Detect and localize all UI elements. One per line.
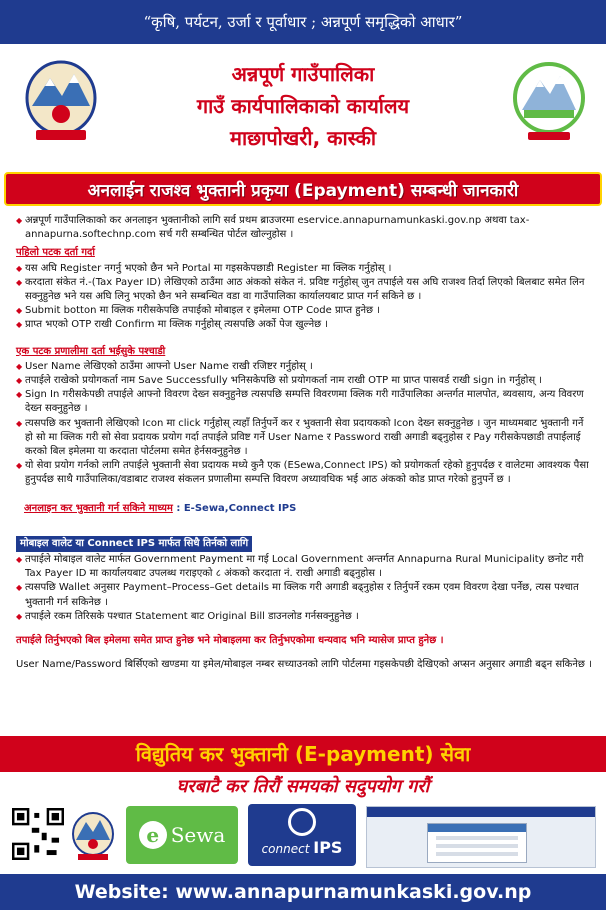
list-item: ◆ तपाईले मोबाइल वालेट मार्फत Government Payment मा गई Local Government अन्तर्गत Annapurna Rural Municipality छनोट गरी Tax Payer ID मा कार्यालयबाट उपलब्ध गराइएको ८ अंकको करदाता नं. राखी अगाडी बढ्नुहोस । <box>16 553 592 581</box>
list-item: ◆ त्यसपछि Wallet अनुसार Payment–Process–Get details मा क्लिक गरी अगाडी बढ्नुहोस र तिर्नुपर्ने रकम एवम विवरण देखा पर्नेछ, त्यस पश्चात भुक्तानी गर्न सकिनेछ । <box>16 581 592 609</box>
slogan-banner: घरबाटै कर तिरौं समयको सदुपयोग गरौं <box>0 772 606 802</box>
esewa-logo <box>126 806 238 864</box>
closing-text: User Name/Password बिर्सिएको खण्डमा या इमेल/मोबाइल नम्बर सच्याउनको लागि पोर्टलमा गइसकेपछी देखिएको अप्सन अनुसार अगाडी बढ्न सकिनेछ । <box>16 659 592 671</box>
office-heading <box>110 58 496 154</box>
page-title: अनलाईन राजश्व भुक्तानी प्रकृया (Epayment) सम्बन्धी जानकारी <box>4 172 602 206</box>
connect-ips-small: connect <box>261 842 310 856</box>
login-box-thumbnail <box>427 823 527 863</box>
municipality-small-emblem-icon <box>70 810 116 862</box>
municipality-name: अन्नपूर्ण गाउँपालिका <box>231 62 375 86</box>
section-heading-after-registration: एक पटक प्रणालीमा दर्ता भईसुके पश्चाडी <box>16 345 166 357</box>
esewa-letter: e <box>139 821 167 849</box>
office-location: माछापोखरी, कास्की <box>229 126 377 150</box>
municipality-emblem-icon <box>22 56 100 146</box>
payment-methods-value: : E-Sewa,Connect IPS <box>172 502 297 514</box>
list-item: ◆ User Name लेखिएको ठाउँमा आफ्नो User Name राखी रजिष्टर गर्नुहोस् । <box>16 360 592 374</box>
portal-screenshot <box>366 806 596 868</box>
office-name: गाउँ कार्यपालिकाको कार्यालय <box>196 94 410 118</box>
list-item: ◆ प्राप्त भएको OTP राखी Confirm मा क्लिक गर्नुहोस् त्यसपछि अर्को पेज खुल्नेछ । <box>16 318 592 332</box>
intro-text: ◆ अन्नपूर्ण गाउँपालिकाको कर अनलाइन भुक्तानीको लागि सर्व प्रथम ब्राउजरमा eservice.annapurnamunkaski.gov.np अथवा tax-annapurna.softechnp.com सर्च गरी सम्बन्धित पोर्टल खोल्नुहोस । <box>16 214 592 242</box>
list-item: ◆ Sign In गरीसकेपछी तपाईले आफ्नो विवरण देख्न सक्नुहुनेछ त्यसपछि सम्पत्ति विवरणमा क्लिक गरी गाउँपालिका अन्तर्गत मालपोत, ब्यवसाय, अन्य विवरण देख्न सक्नुहुनेछ । <box>16 388 592 416</box>
qr-code-icon <box>12 808 64 860</box>
main-content <box>16 214 592 672</box>
esewa-label: Sewa <box>170 823 226 847</box>
motto-bar: “कृषि, पर्यटन, उर्जा र पूर्वाधार ; अन्नपूर्ण समृद्धिको आधार” <box>0 0 606 44</box>
connect-ips-logo <box>248 804 356 866</box>
list-item: ◆ त्यसपछि कर भुक्तानी लेखिएको Icon मा click गर्नुहोस् त्यहाँ तिर्नुपर्ने कर र भुक्तानी सेवा प्रदायकको Icon देख्न सक्नुहुनेछ । जुन माध्यमबाट भुक्तानी गर्ने हो सो मा क्लिक गरी सो सेवा प्रदायक प्रयोग गर्दा तपाईले प्रविष्ट गर्ने User Name र Password राखी अगाडी बढ्नुहोस र Pay गरीसकेपछाडी तपाईलाई करको बिल इमेलमा या करदाता पोर्टलमा समेत हेर्नसक्नुहुनेछ । <box>16 417 592 460</box>
notice-text: तपाईले तिर्नुभएको बिल इमेलमा समेत प्राप्त हुनेछ भने मोबाइलमा कर तिर्नुभएकोमा धन्यवाद भनि म्यासेज प्राप्त हुनेछ । <box>16 635 444 647</box>
footer-images <box>0 802 606 874</box>
section-heading-wallet: मोबाइल वालेट या Connect IPS मार्फत सिधै तिर्नको लागि <box>16 536 252 552</box>
connect-ips-big: IPS <box>313 838 343 857</box>
list-item: ◆ तपाईले राखेको प्रयोगकर्ता नाम Save Successfully भनिसकेपछि सो प्रयोगकर्ता नाम राखी OTP मा प्राप्त पासवर्ड राखी sign in गर्नुहोस् । <box>16 374 592 388</box>
section-heading-first-registration: पहिलो पटक दर्ता गर्दा <box>16 247 95 259</box>
header <box>0 44 606 166</box>
website-footer: Website: www.annapurnamunkaski.gov.np <box>0 874 606 910</box>
list-item: ◆ Submit botton मा क्लिक गरीसकेपछि तपाईको मोबाइल र इमेलमा OTP Code प्राप्त हुनेछ । <box>16 304 592 318</box>
list-item: ◆ करदाता संकेत नं.-(Tax Payer ID) लेखिएको ठाउँमा आठ अंकको संकेत नं. प्रविष्ट गर्नुहोस् जुन तपाईले यस अघि राजश्व तिर्दा लिएको बिलबाट समेत लिन सक्नुहुनेछ भने यस अघि लिनु भएको छैन भने सम्बन्धित वडा वा गाउँपालिका कार्यालयबाट प्राप्त गर्न सकिने छ । <box>16 276 592 304</box>
annapurna-logo-icon <box>510 56 588 146</box>
connect-ips-ring-icon <box>288 808 316 836</box>
list-item: ◆ यो सेवा प्रयोग गर्नको लागि तपाईले भुक्तानी सेवा प्रदायक मध्ये कुनै एक (ESewa,Connect IPS) को प्रयोगकर्ता रहेको हुनुपर्दछ र वालेटमा आवश्यक पैसा हुनुपर्दछ साथै गाउँपालिका/वडाबाट राजश्व संकलन प्रणालीमा सम्पत्ति विवरण अध्यावधिक भई आठ अंकको कोड प्राप्त गरेको हुनुपर्ने छ । <box>16 459 592 487</box>
list-item: ◆ यस अघि Register नगर्नु भएको छैन भने Portal मा गइसकेपछाडी Register मा क्लिक गर्नुहोस् । <box>16 262 592 276</box>
payment-methods-line <box>24 502 592 516</box>
list-item: ◆ तपाईले रकम तिरिसके पश्चात Statement बाट Original Bill डाउनलोड गर्नसक्नुहुनेछ । <box>16 610 592 624</box>
payment-methods-label: अनलाइन कर भुक्तानी गर्न सकिने माध्यम <box>24 502 173 514</box>
epayment-banner: विद्युतिय कर भुक्तानी (E-payment) सेवा <box>0 736 606 772</box>
